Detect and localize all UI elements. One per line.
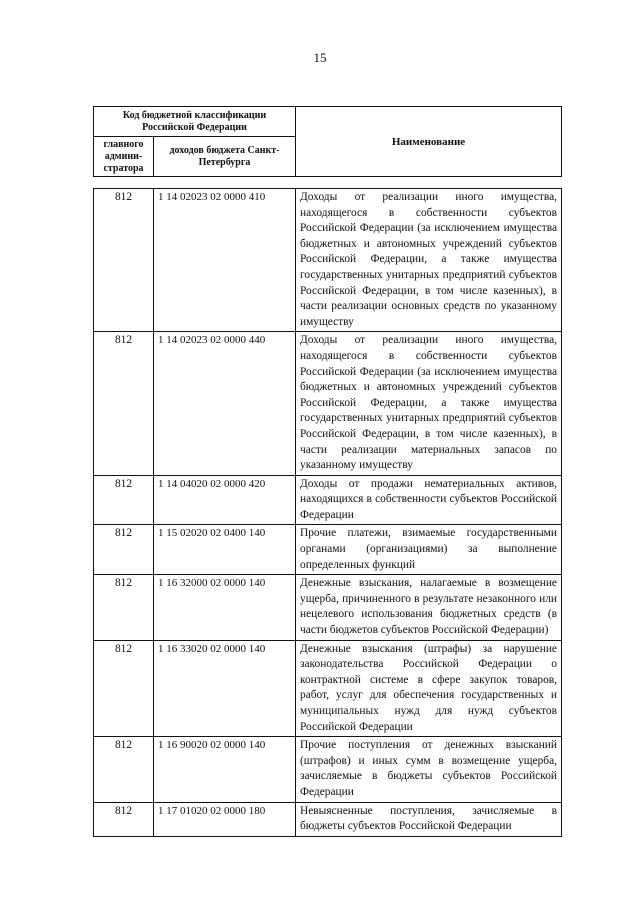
admin-code: 812 — [94, 575, 154, 640]
table-row — [94, 575, 562, 640]
admin-code: 812 — [94, 737, 154, 802]
header-income: доходов бюджета Санкт-Петербурга — [154, 137, 296, 177]
admin-code: 812 — [94, 475, 154, 525]
income-name: Прочие платежи, взимаемые государственными органами (организациями) за выполнение определенных функций — [296, 525, 562, 575]
income-name: Денежные взыскания (штрафы) за нарушение законодательства Российской Федерации о контрактной системе в сфере закупок товаров, работ, услуг для обеспечения государственных и муниципальных нужд для нужд субъектов Российской Федерации — [296, 640, 562, 737]
income-name: Доходы от продажи нематериальных активов, находящихся в собственности субъектов Российской Федерации — [296, 475, 562, 525]
budget-code: 1 17 01020 02 0000 180 — [154, 802, 296, 836]
table-header — [93, 106, 562, 177]
income-name: Невыясненные поступления, зачисляемые в бюджеты субъектов Российской Федерации — [296, 802, 562, 836]
budget-code: 1 14 02023 02 0000 440 — [154, 332, 296, 475]
table-row — [94, 640, 562, 737]
income-name: Прочие поступления от денежных взысканий (штрафов) и иных сумм в возмещение ущерба, зачисляемые в бюджеты субъектов Российской Федерации — [296, 737, 562, 802]
table-row — [94, 525, 562, 575]
admin-code: 812 — [94, 189, 154, 332]
admin-code: 812 — [94, 802, 154, 836]
budget-code: 1 15 02020 02 0400 140 — [154, 525, 296, 575]
page-number: 15 — [313, 50, 327, 65]
income-name: Денежные взыскания, налагаемые в возмещение ущерба, причиненного в результате незаконного или нецелевого использования бюджетных средств (в части бюджетов субъектов Российской Федерации) — [296, 575, 562, 640]
header-budget-code-group: Код бюджетной классификации Российской Федерации — [94, 107, 296, 137]
admin-code: 812 — [94, 525, 154, 575]
budget-code: 1 14 02023 02 0000 410 — [154, 189, 296, 332]
budget-code: 1 16 32000 02 0000 140 — [154, 575, 296, 640]
table-row — [94, 332, 562, 475]
admin-code: 812 — [94, 332, 154, 475]
table-row — [94, 737, 562, 802]
table-row — [94, 802, 562, 836]
admin-code: 812 — [94, 640, 154, 737]
header-name: Наименование — [296, 107, 562, 177]
header-admin: главного админи-стратора — [94, 137, 154, 177]
table-row — [94, 189, 562, 332]
income-name: Доходы от реализации иного имущества, находящегося в собственности субъектов Российской Федерации (за исключением имущества бюджетных и автономных учреждений субъектов Российской Федерации, а также имущества государственных унитарных предприятий субъектов Российской Федерации, в том числе казенных), в части реализации основных средств по указанному имуществу — [296, 189, 562, 332]
budget-code: 1 16 33020 02 0000 140 — [154, 640, 296, 737]
budget-code: 1 16 90020 02 0000 140 — [154, 737, 296, 802]
budget-table — [93, 188, 562, 837]
table-row — [94, 475, 562, 525]
income-name: Доходы от реализации иного имущества, находящегося в собственности субъектов Российской Федерации (за исключением имущества бюджетных и автономных учреждений субъектов Российской Федерации, а также имущества государственных унитарных предприятий субъектов Российской Федерации, в том числе казенных), в части реализации материальных запасов по указанному имуществу — [296, 332, 562, 475]
budget-code: 1 14 04020 02 0000 420 — [154, 475, 296, 525]
